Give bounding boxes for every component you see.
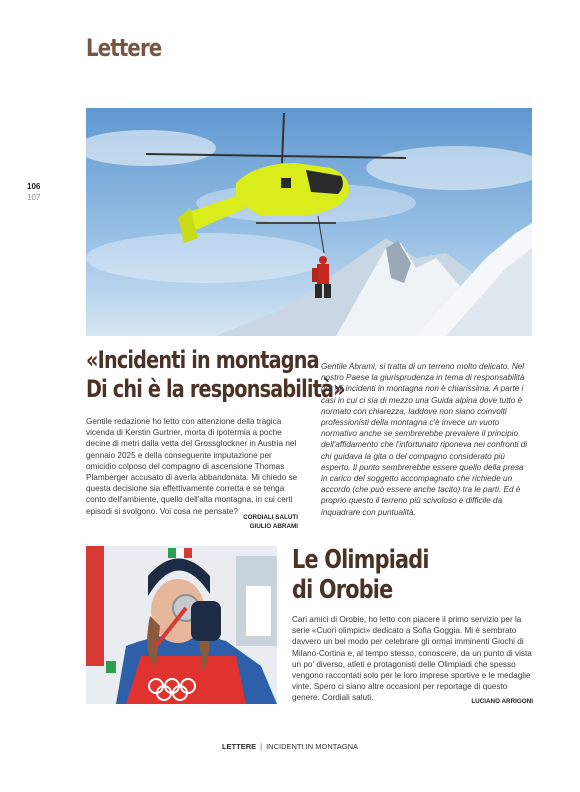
article-headline [86, 346, 345, 404]
headline-line-2: Di chi è la responsabilità» [86, 375, 345, 403]
rescue-helicopter-photo [86, 108, 532, 336]
signature-name: GIULIO ABRAMI [249, 523, 298, 530]
reader-letter: Gentile redazione ho letto con attenzione della tragica vicenda di Kerstin Gurtner, morta di ipotermia a poche decine di metri dalla vetta del Grossglockner in Austria nel gennaio 2025 e della conseguente imputazione per omicidio colposo del compagno di ascensione Thomas Plamberger accusato di averla abbandonata. Mi chiedo se questa decisione sia effettivamente corretta e se tenga conto dell'ambiente, quello dell'alta montagna, in cui certi episodi si svolgono. Voi cosa ne pensate? [86, 417, 298, 516]
reader-letter-2: Cari amici di Orobie, ho letto con piacere il primo servizio per la serie «Cuori olimpici» dedicato a Sofia Goggia. Mi è sembrato davvero un bel modo per celebrare gli ormai imminenti Giochi di Milano-Cortina e, al tempo stesso, conoscere, da un punto di vista un po' diverso, atleti e protagonisti delle Olimpiadi che spesso vengono raccontati solo per le loro imprese sportive e le medaglie vinte. Spero ci siano altre occasioni per reportage di questo genere. Cordiali saluti. [292, 615, 532, 703]
page-numbers [27, 181, 40, 203]
headline-line-1: «Incidenti in montagna [86, 346, 319, 374]
section-title: Lettere [86, 34, 162, 62]
letter-signature [243, 513, 298, 531]
footer-separator: | [260, 742, 263, 751]
letter-2-signature: LUCIANO ARRIGONI [471, 698, 533, 705]
headline-2-line-2: di Orobie [292, 575, 393, 605]
athlete-medal-photo [86, 546, 277, 704]
page-number-current: 106 [27, 182, 41, 191]
editor-reply: Gentile Abrami, si tratta di un terreno molto delicato. Nel nostro Paese la giurisprudenza in tema di responsabilità per gli incidenti in montagna non è chiarissima. A parte i casi in cui ci sia di mezzo una Guida alpina dove tutto è normato con chiarezza, laddove non siano coinvolti professionisti della montagna c'è invece un vuoto normativo anche se sembrerebbe prevalere il principio dell'affidamento che l'infortunato riponeva nei confronti di chi guidava la gita o del compagno considerato più esperto. Il punto sembrerebbe essere quello della presa in carico del soggetto accompagnato che richiede un accordo (che può essere anche tacito) tra le parti. Ed è proprio questo il terreno più scivoloso e difficile da inquadrare con puntualità. [321, 362, 528, 517]
signature-greeting: CORDIALI SALUTI [243, 514, 298, 521]
page-footer [0, 742, 580, 751]
article-2-headline [292, 545, 429, 605]
footer-topic: INCIDENTI IN MONTAGNA [266, 742, 359, 751]
headline-2-line-1: Le Olimpiadi [292, 545, 429, 575]
footer-section: LETTERE [221, 742, 257, 751]
page-number-next: 107 [27, 193, 41, 202]
